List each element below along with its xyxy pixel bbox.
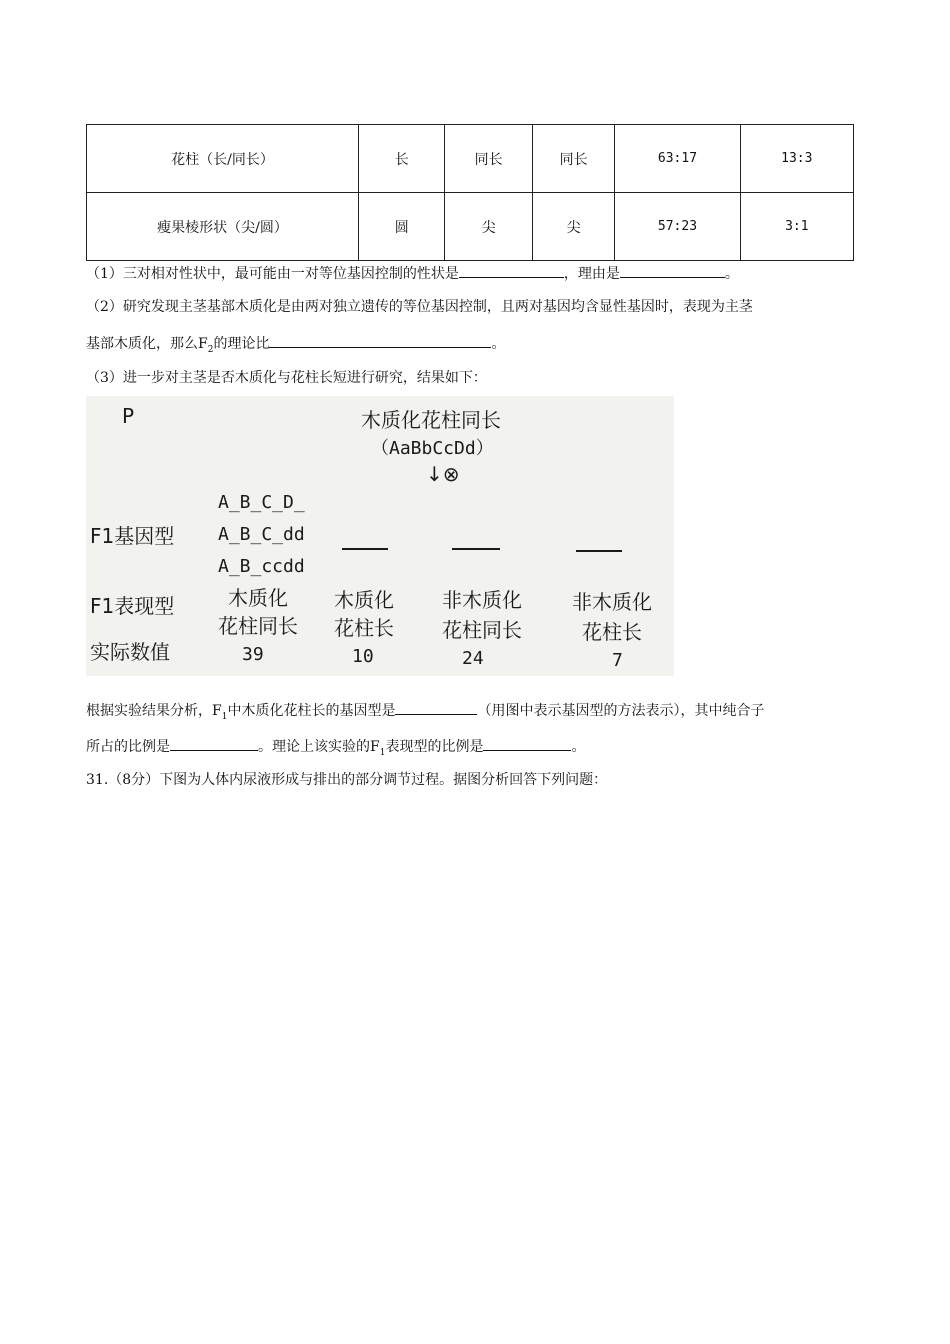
count-3: 24 [462, 648, 484, 669]
cross-result-figure [86, 396, 674, 676]
selfing-arrow-icon: ↓⊗ [426, 462, 460, 486]
question-31: 31.（8分）下图为人体内尿液形成与排出的部分调节过程。据图分析回答下列问题： [86, 772, 608, 788]
genotype-2: A_B_C_dd [218, 524, 305, 545]
table-row [87, 125, 854, 193]
table-cell: 13:3 [740, 125, 853, 193]
parent-genotype: （AaBbCcDd） [371, 438, 494, 459]
question-2-line-1: （2）研究发现主茎基部木质化是由两对独立遗传的等位基因控制，且两对基因均含显性基因时，表现为主茎 [86, 299, 753, 315]
genotype-1: A_B_C_D_ [218, 492, 305, 513]
count-2: 10 [352, 646, 374, 667]
count-1: 39 [242, 644, 264, 665]
table-cell: 圆 [359, 193, 445, 261]
table-cell: 瘦果棱形状（尖/圆） [87, 193, 359, 261]
table-cell: 3:1 [740, 193, 853, 261]
genotype-blank-3[interactable] [452, 548, 500, 550]
analysis-line-1: 根据实验结果分析，$F_1$中木质化花柱长的基因型是 （用图中表示基因型的方法表示），其中纯合子 [86, 700, 764, 727]
phenotype-1-line-1: 木质化 [228, 586, 288, 610]
answer-blank-3c[interactable] [483, 736, 571, 751]
table-cell: 尖 [532, 193, 614, 261]
parent-phenotype: 木质化花柱同长 [361, 408, 501, 432]
answer-blank-1a[interactable] [459, 263, 564, 278]
answer-blank-1b[interactable] [620, 263, 725, 278]
phenotype-3-line-2: 花柱同长 [442, 618, 522, 642]
table-cell: 63:17 [615, 125, 740, 193]
table-cell: 尖 [445, 193, 532, 261]
table-row [87, 193, 854, 261]
p-label: P [122, 404, 135, 428]
answer-blank-3b[interactable] [170, 736, 258, 751]
phenotype-4-line-2: 花柱长 [582, 620, 642, 644]
f1-phenotype-label: F1表现型 [90, 594, 175, 618]
table-cell: 同长 [532, 125, 614, 193]
phenotype-1-line-2: 花柱同长 [218, 614, 298, 638]
f1-genotype-label: F1基因型 [90, 524, 175, 548]
question-3: （3）进一步对主茎是否木质化与花柱长短进行研究，结果如下： [86, 370, 487, 386]
phenotype-2-line-1: 木质化 [334, 588, 394, 612]
analysis-line-2: 所占的比例是 。理论上该实验的$F_1$表现型的比例是 。 [86, 736, 585, 763]
phenotype-2-line-2: 花柱长 [334, 616, 394, 640]
phenotype-4-line-1: 非木质化 [572, 590, 652, 614]
table-cell: 花柱（长/同长） [87, 125, 359, 193]
answer-blank-3a[interactable] [395, 700, 477, 715]
genotype-blank-4[interactable] [576, 550, 622, 552]
count-label: 实际数值 [90, 640, 170, 664]
genotype-blank-2[interactable] [342, 548, 388, 550]
table-cell: 同长 [445, 125, 532, 193]
phenotype-3-line-1: 非木质化 [442, 588, 522, 612]
table-cell: 57:23 [615, 193, 740, 261]
answer-blank-2[interactable] [269, 333, 491, 348]
question-1: （1）三对相对性状中，最可能由一对等位基因控制的性状是 ，理由是 。 [86, 263, 739, 284]
genotype-3: A_B_ccdd [218, 556, 305, 577]
table-cell: 长 [359, 125, 445, 193]
count-4: 7 [612, 650, 623, 671]
question-2-line-2: 基部木质化，那么$F_2$的理论比 。 [86, 333, 505, 360]
traits-table [86, 124, 854, 261]
